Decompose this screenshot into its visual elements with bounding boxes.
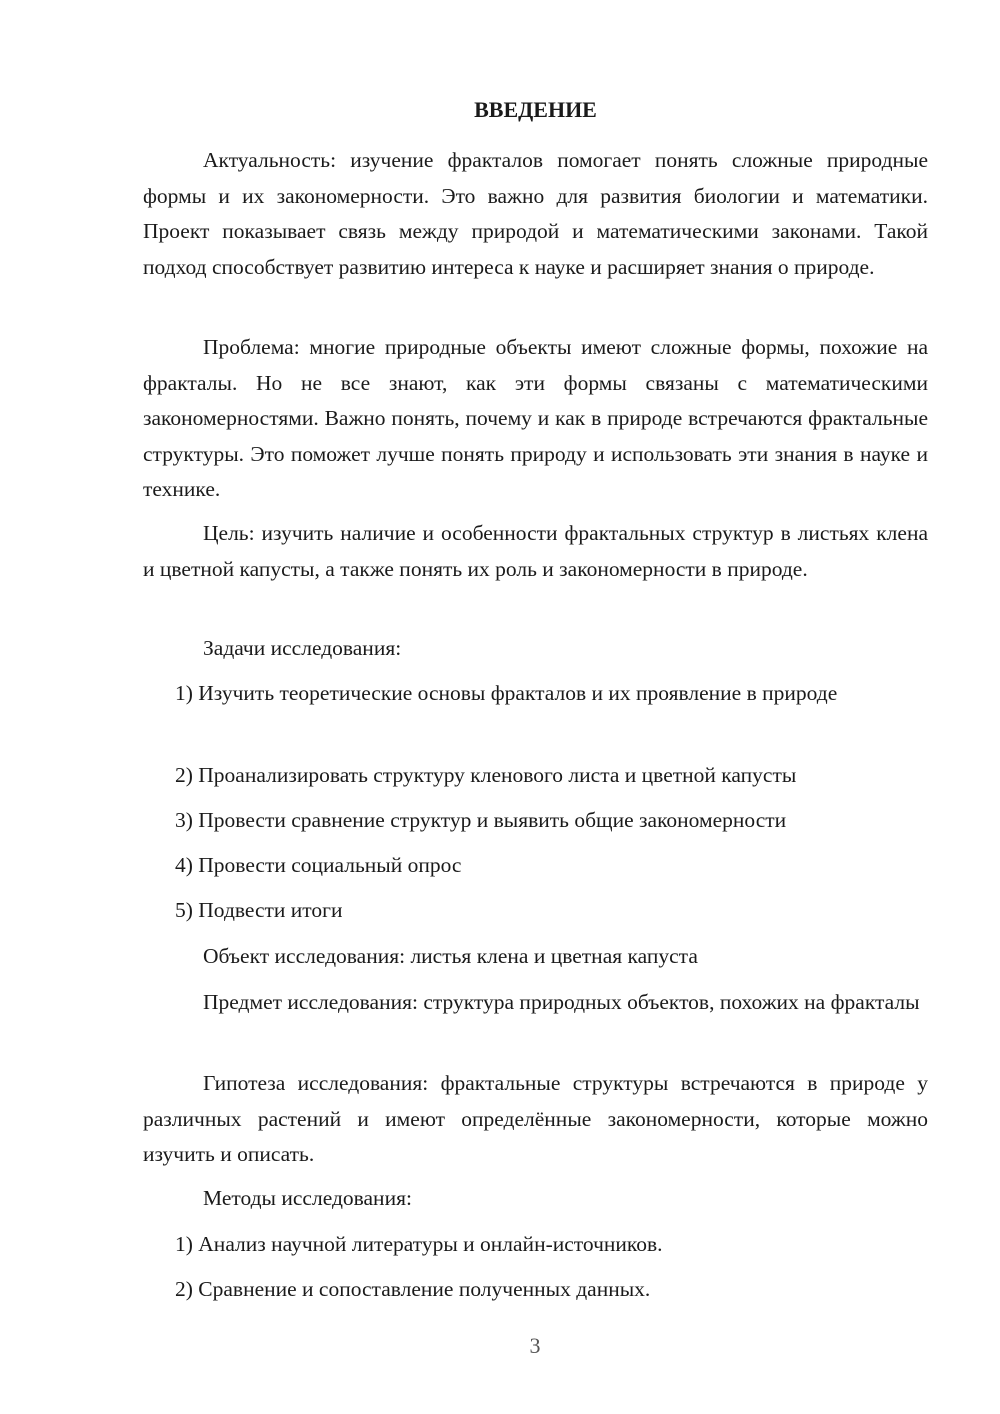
page-title: ВВЕДЕНИЕ: [474, 97, 597, 122]
tasks-heading: Задачи исследования:: [203, 636, 402, 660]
task-item-5: 5) Подвести итоги: [175, 898, 343, 922]
task-item-1: 1) Изучить теоретические основы фракталов и их проявление в природе: [175, 681, 838, 705]
method-item-2: 2) Сравнение и сопоставление полученных данных.: [175, 1277, 651, 1301]
task-item-3: 3) Провести сравнение структур и выявить общие закономерности: [175, 808, 787, 832]
subject-paragraph: Предмет исследования: структура природных объектов, похожих на фракталы: [203, 990, 920, 1014]
relevance-paragraph: Актуальность: изучение фракталов помогает понять сложные природные формы и их закономерности. Это важно для развития биологии и математики. Проект показывает связь между природой и математическими законами. Такой подход способствует развитию интереса к науке и расширяет знания о природе.: [143, 148, 928, 279]
goal-paragraph: Цель: изучить наличие и особенности фрактальных структур в листьях клена и цветной капусты, а также понять их роль и закономерности в природе.: [143, 521, 928, 581]
method-item-1: 1) Анализ научной литературы и онлайн-источников.: [175, 1232, 663, 1256]
problem-paragraph: Проблема: многие природные объекты имеют сложные формы, похожие на фракталы. Но не все знают, как эти формы связаны с математическими закономерностями. Важно понять, почему и как в природе встречаются фрактальные структуры. Это поможет лучше понять природу и использовать эти знания в науке и технике.: [143, 335, 928, 501]
methods-heading: Методы исследования:: [203, 1186, 412, 1210]
hypothesis-paragraph: Гипотеза исследования: фрактальные структуры встречаются в природе у различных растений и имеют определённые закономерности, которые можно изучить и описать.: [143, 1071, 928, 1166]
page-number: 3: [529, 1333, 541, 1358]
task-item-4: 4) Провести социальный опрос: [175, 853, 462, 877]
object-paragraph: Объект исследования: листья клена и цветная капуста: [203, 944, 698, 968]
task-item-2: 2) Проанализировать структуру кленового листа и цветной капусты: [175, 763, 797, 787]
